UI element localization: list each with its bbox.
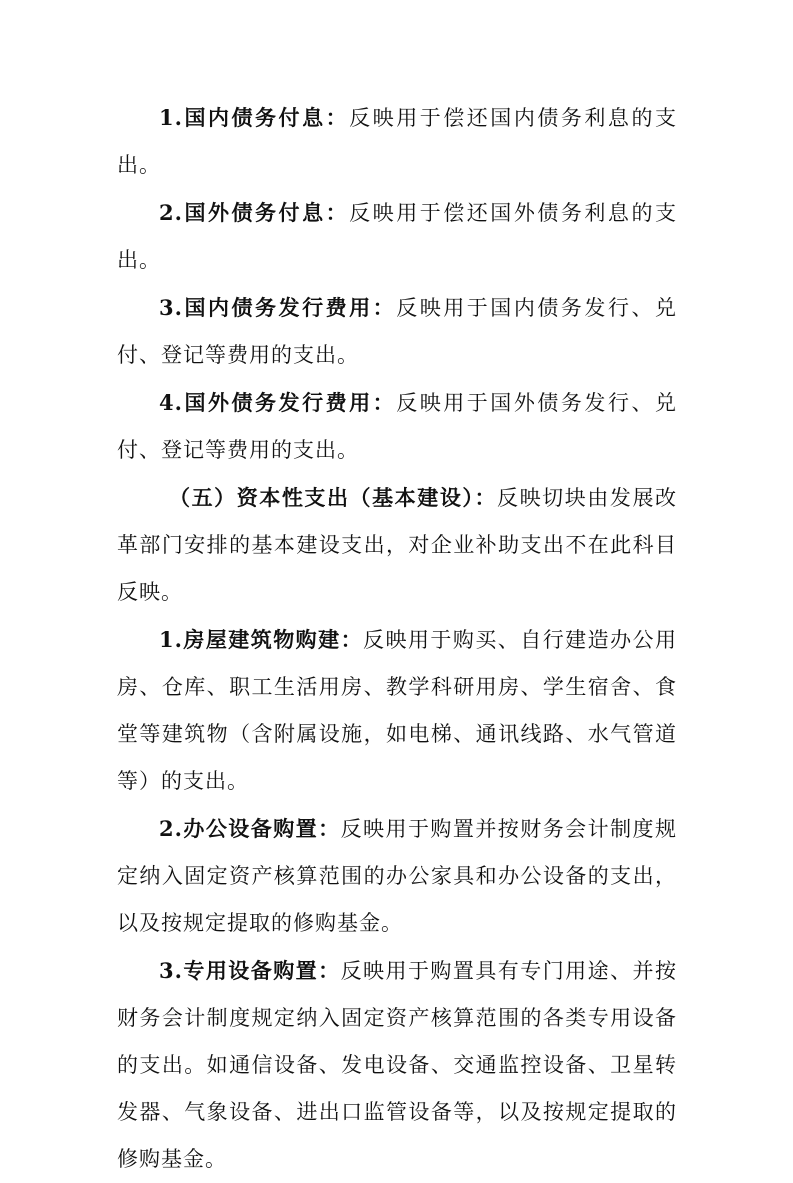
paragraph-domestic-debt-issuance-cost bbox=[117, 284, 677, 379]
term-description: 反映用于偿还国内债务利息的支出。 bbox=[117, 106, 677, 177]
section-description: 反映切块由发展改革部门安排的基本建设支出，对企业补助支出不在此科目反映。 bbox=[117, 486, 678, 604]
term-description: 反映用于购置并按财务会计制度规定纳入固定资产核算范围的办公家具和办公设备的支出，以及按规定提取的修购基金。 bbox=[117, 817, 677, 935]
term-heading: 2.办公设备购置： bbox=[159, 816, 341, 841]
section-heading: （五）资本性支出（基本建设）： bbox=[169, 485, 498, 510]
term-heading: 4.国外债务发行费用： bbox=[159, 390, 397, 415]
term-description: 反映用于购买、自行建造办公用房、仓库、职工生活用房、教学科研用房、学生宿舍、食堂等建筑物（含附属设施，如电梯、通讯线路、水气管道等）的支出。 bbox=[117, 628, 677, 793]
paragraph-special-equipment bbox=[117, 947, 677, 1183]
term-description: 反映用于购置具有专门用途、并按财务会计制度规定纳入固定资产核算范围的各类专用设备的支出。如通信设备、发电设备、交通监控设备、卫星转发器、气象设备、进出口监管设备等，以及按规定提取的修购基金。 bbox=[117, 959, 677, 1171]
term-heading: 3.专用设备购置： bbox=[159, 958, 341, 983]
paragraph-foreign-debt-issuance-cost bbox=[117, 379, 677, 474]
term-heading: 3.国内债务发行费用： bbox=[159, 295, 397, 320]
term-heading: 2.国外债务付息： bbox=[159, 200, 350, 225]
paragraph-domestic-debt-interest bbox=[117, 94, 677, 189]
term-description: 反映用于国内债务发行、兑付、登记等费用的支出。 bbox=[117, 296, 677, 367]
paragraph-foreign-debt-interest bbox=[117, 189, 677, 284]
term-heading: 1.国内债务付息： bbox=[159, 105, 350, 130]
term-heading: 1.房屋建筑物购建： bbox=[159, 627, 364, 652]
paragraph-building-construction bbox=[117, 616, 677, 805]
term-description: 反映用于国外债务发行、兑付、登记等费用的支出。 bbox=[117, 391, 677, 462]
document-body bbox=[117, 94, 677, 1183]
paragraph-office-equipment bbox=[117, 805, 677, 947]
section-capital-expenditure bbox=[117, 474, 677, 616]
term-description: 反映用于偿还国外债务利息的支出。 bbox=[117, 201, 677, 272]
